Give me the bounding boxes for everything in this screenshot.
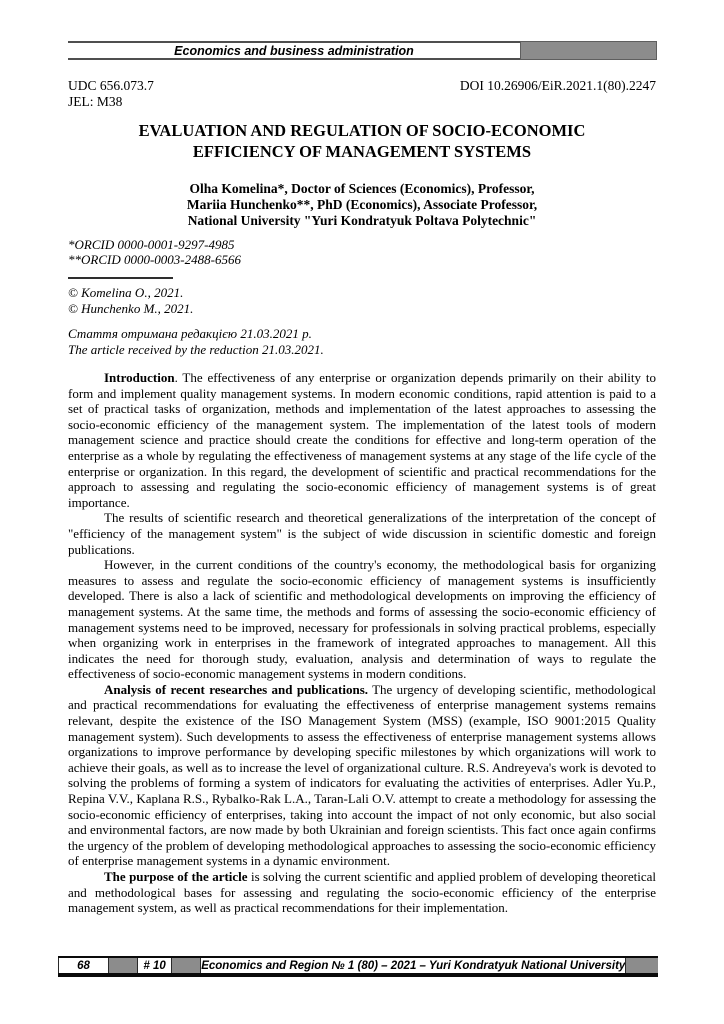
article-title [68,120,656,162]
received-block [68,326,656,357]
paragraph-text: However, in the current conditions of the country's economy, the methodological basis for organizing measures to assess and regulate the socio-economic efficiency of management systems is insufficiently developed. There is also a lack of scientific and methodological developments on improving the efficiency of management systems. At the same time, the methods and forms of assessing the socio-economic efficiency of management systems need to be improved, necessary for professionals in solving practical problems, especially when organizing work in enterprises in the framework of integrated approaches to management. All this indicates the need for thorough study, evaluation, analysis and determination of ways to regulate the effectiveness of socio-economic management systems in modern conditions. [68,557,656,682]
paragraph-lead: Introduction [104,370,175,385]
jel-code: JEL: M38 [68,94,123,109]
author-line: Olha Komelina*, Doctor of Sciences (Economics), Professor, [189,181,535,196]
running-header [68,41,657,60]
paragraph [68,557,656,682]
paragraph-text: The results of scientific research and theoretical generalizations of the interpretation of the concept of "efficiency of the management system" is the subject of wide discussion in scientific domestic and foreign publications. [68,510,656,557]
footer-gray-separator [625,958,658,973]
received-line-uk: Стаття отримана редакцією 21.03.2021 р. [68,326,312,341]
copyright-block [68,285,656,316]
article-body [68,370,656,916]
doi-code: DOI 10.26906/EiR.2021.1(80).2247 [459,78,656,93]
footer-gray-separator [108,958,137,973]
article-title-line: EFFICIENCY OF MANAGEMENT SYSTEMS [192,142,532,161]
footnote-rule [68,277,173,279]
article-title-line: EVALUATION AND REGULATION OF SOCIO-ECONOMIC [138,121,586,140]
paragraph [68,510,656,557]
running-header-gray-block [520,41,657,60]
paragraph-purpose [68,869,656,916]
orcid-block [68,238,656,267]
orcid-line: **ORCID 0000-0003-2488-6566 [68,251,241,267]
paragraph-analysis [68,682,656,869]
issue-number: # 10 [137,958,172,973]
received-line-en: The article received by the reduction 21.03.2021. [68,341,324,357]
orcid-line: *ORCID 0000-0001-9297-4985 [68,237,235,252]
meta-left [68,78,154,110]
affiliation-line: National University "Yuri Kondratyuk Poltava Polytechnic" [187,213,537,228]
paragraph-text: The urgency of developing scientific, methodological and practical recommendations for evaluating the effectiveness of enterprise management systems remains relevant, despite the existence of the ISO Management System (MSS) (example, ISO 9001:2015 Quality management system). Such developments to assess the effectiveness of enterprise management systems allows organizations to improve performance by developing specific milestones by which organizations will work to achieve their goals, as well as to increase the level of organizational culture. R.S. Andreyeva's work is devoted to solving the problems of forming a system of indicators for evaluating the activities of enterprises. Adler Yu.P., Repina V.V., Kaplana R.S., Rybalko-Rak L.A., Taran-Lali O.V. attempt to create a methodology for assessing the socio-economic efficiency of enterprises, taking into account the impact of not only economic, but also social and environmental factors, are now made by both Ukrainian and foreign scientists. This fact once again confirms the urgency of the problem of developing methodological approaches to assessing the socio-economic efficiency of enterprise management systems in a dynamic environment. [68,681,656,869]
paragraph-text: . The effectiveness of any enterprise or organization depends primarily on their ability to form and implement quality management systems. In modern economic conditions, rapid attention is paid to a set of practical tasks of organization, methods and implementation of the latest approaches to assessing the socio-economic efficiency of the management system. The implementation of the latest tools of modern management science and practice should create the conditions for effective and long-term operation of the enterprise as a whole by regulating the effectiveness of management systems at any stage of the life cycle of the enterprise or organization. In this regard, the development of scientific and practical recommendations for the approach to assessing and regulating the socio-economic efficiency of management systems is of great importance. [68,370,656,510]
page-footer [58,956,658,977]
footer-gray-separator [171,958,200,973]
page-number: 68 [58,958,108,973]
authors-block [68,181,656,229]
paragraph-introduction [68,370,656,510]
paragraph-lead: The purpose of the article [104,869,248,884]
copyright-line: © Hunchenko M., 2021. [68,300,194,316]
author-line: Mariia Hunchenko**, PhD (Economics), Associate Professor, [186,197,538,212]
udc-code: UDC 656.073.7 [68,78,154,93]
section-title: Economics and business administration [174,43,414,58]
meta-row [68,78,656,110]
paragraph-lead: Analysis of recent researches and publications. [104,681,368,697]
paragraph-text: is solving the current scientific and applied problem of developing theoretical and methodological bases for assessing and regulating the socio-economic efficiency of the enterprise management system, as well as practical recommendations for their implementation. [68,869,656,916]
running-header-title-cell [68,41,520,60]
copyright-line: © Komelina O., 2021. [68,285,184,300]
journal-title: Economics and Region № 1 (80) – 2021 – Yuri Kondratyuk National University [201,959,626,972]
